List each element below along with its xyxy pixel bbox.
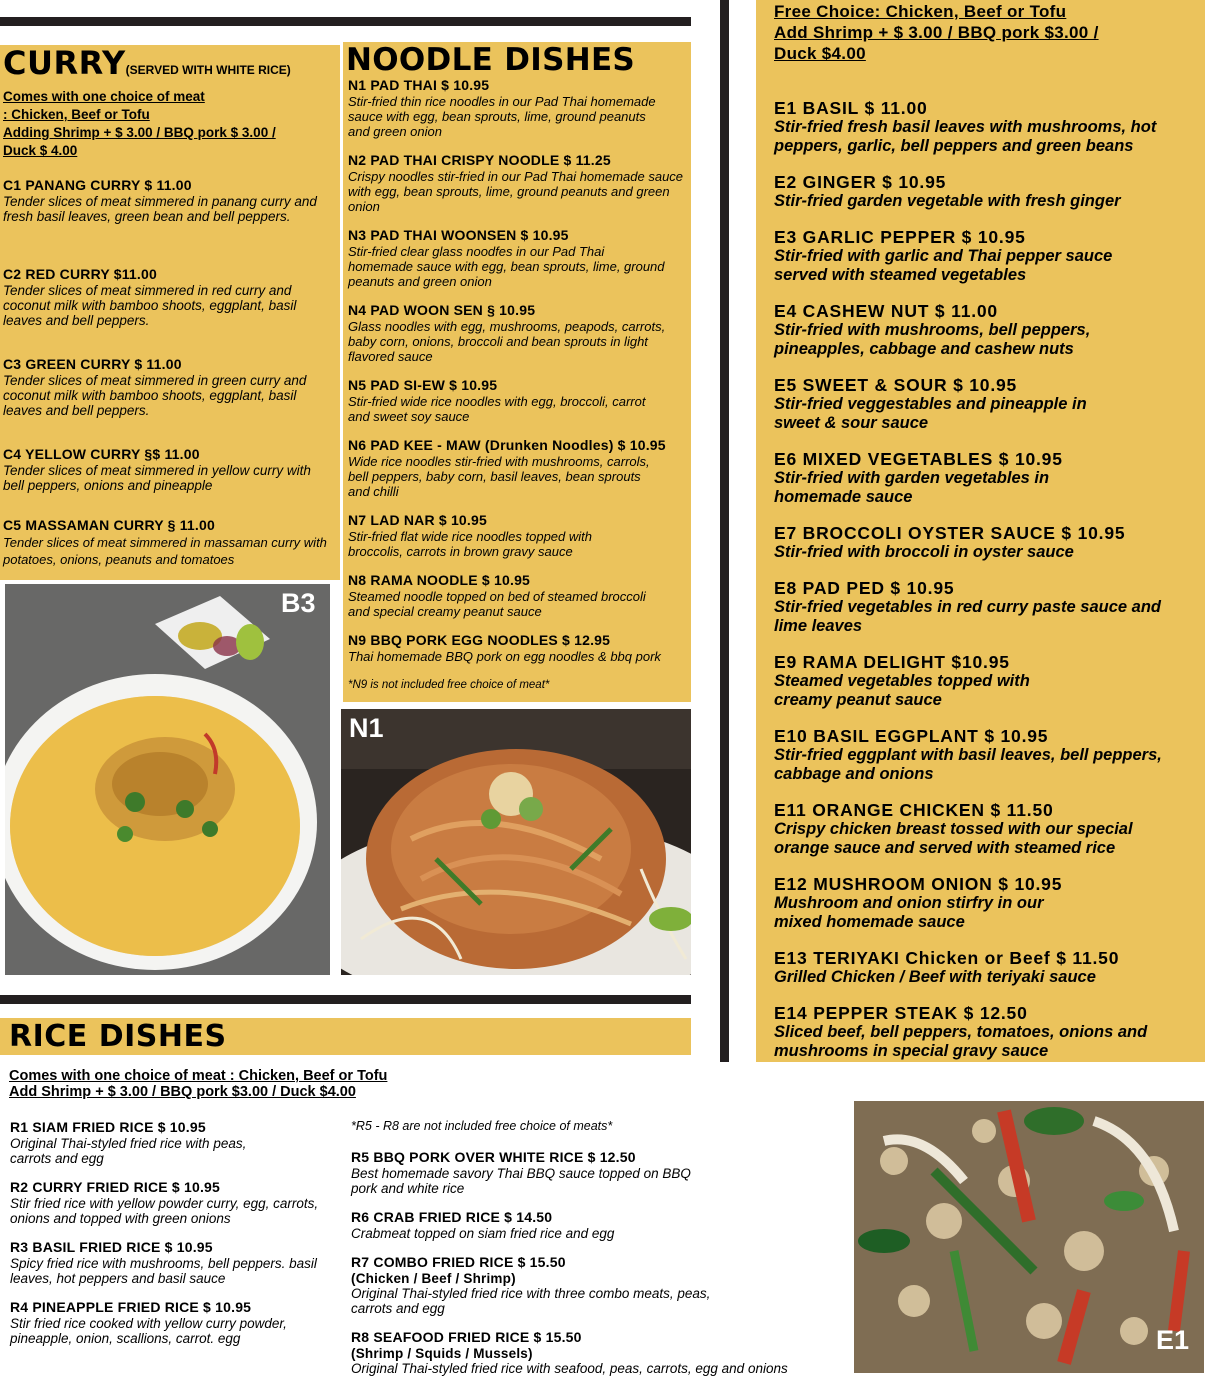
item-title: N6 PAD KEE - MAW (Drunken Noodles) $ 10.95 xyxy=(348,437,666,453)
menu-item-r4 xyxy=(10,1299,340,1346)
item-desc: Grilled Chicken / Beef with teriyaki sauce xyxy=(774,968,1096,986)
item-desc: Stir-fried clear glass noodfes in our Pad Thai homemade sauce with egg, bean sprouts, lime, ground peanuts and green onion xyxy=(348,244,665,289)
item-title: E6 MIXED VEGETABLES $ 10.95 xyxy=(774,449,1063,469)
item-desc: Crispy noodles stir-fried in our Pad Thai homemade sauce with egg, bean sprouts, lime, ground peanuts and green onion xyxy=(348,169,684,214)
item-title: N2 PAD THAI CRISPY NOODLE $ 11.25 xyxy=(348,152,611,168)
item-title: C5 MASSAMAN CURRY § 11.00 xyxy=(3,517,215,533)
item-title: R3 BASIL FRIED RICE $ 10.95 xyxy=(10,1239,213,1255)
menu-item-c1 xyxy=(3,177,335,224)
rice-meat-note: Comes with one choice of meat : Chicken, Beef or Tofu Add Shrimp + $ 3.00 / BBQ pork $3.00 / Duck $4.00 xyxy=(9,1068,388,1100)
item-title: R7 COMBO FRIED RICE $ 15.50 xyxy=(351,1254,566,1270)
menu-item-e11 xyxy=(774,800,1194,857)
item-desc: Stir-fried thin rice noodles in our Pad Thai homemade sauce with egg, bean sprouts, lime, ground peanuts and green onion xyxy=(348,94,656,139)
menu-item-e12 xyxy=(774,874,1184,931)
menu-item-c3 xyxy=(3,356,338,418)
menu-item-e4 xyxy=(774,301,1184,358)
menu-item-e7 xyxy=(774,523,1202,562)
item-title: C1 PANANG CURRY $ 11.00 xyxy=(3,177,192,193)
item-title: N8 RAMA NOODLE $ 10.95 xyxy=(348,572,531,588)
menu-item-e8 xyxy=(774,578,1184,635)
menu-item-r3 xyxy=(10,1239,340,1286)
menu-item-c5 xyxy=(3,517,341,568)
e1-photo xyxy=(854,1101,1204,1373)
item-title: R2 CURRY FRIED RICE $ 10.95 xyxy=(10,1179,221,1195)
item-desc: Stir-fried with garden vegetables in homemade sauce xyxy=(774,469,1050,506)
menu-item-e3 xyxy=(774,227,1184,284)
item-desc: Stir-fried with broccoli in oyster sauce xyxy=(774,543,1074,561)
item-title: N1 PAD THAI $ 10.95 xyxy=(348,77,490,93)
menu-item-r7 xyxy=(351,1254,731,1316)
item-desc: Stir-fried with garlic and Thai pepper sauce served with steamed vegetables xyxy=(774,247,1113,284)
item-desc: Tender slices of meat simmered in red curry and coconut milk with bamboo shoots, eggplant, basil leaves and bell peppers. xyxy=(3,283,297,328)
curry-title: CURRY xyxy=(3,44,126,82)
item-desc: Wide rice noodles stir-fried with mushrooms, carrols, bell peppers, baby corn, basil leaves, bean sprouts and chilli xyxy=(348,454,650,499)
khao-soi-image xyxy=(5,584,330,975)
item-desc: Thai homemade BBQ pork on egg noodles & bbq pork xyxy=(348,649,661,664)
item-title: E11 ORANGE CHICKEN $ 11.50 xyxy=(774,800,1054,820)
item-title: E14 PEPPER STEAK $ 12.50 xyxy=(774,1003,1028,1023)
item-title: C3 GREEN CURRY $ 11.00 xyxy=(3,356,182,372)
menu-item-c2 xyxy=(3,266,338,328)
b3-photo xyxy=(5,584,330,975)
menu-item-n3 xyxy=(348,227,683,289)
item-title: E12 MUSHROOM ONION $ 10.95 xyxy=(774,874,1063,894)
item-title: N5 PAD SI-EW $ 10.95 xyxy=(348,377,498,393)
pad-thai-image xyxy=(341,709,691,975)
item-desc: Stir fried rice cooked with yellow curry powder, pineapple, onion, scallions, carrot. egg xyxy=(10,1316,287,1346)
menu-item-e6 xyxy=(774,449,1184,506)
vertical-divider xyxy=(720,0,729,1062)
menu-item-c4 xyxy=(3,446,333,493)
item-subtitle: (Chicken / Beef / Shrimp) xyxy=(351,1271,516,1286)
item-title: N3 PAD THAI WOONSEN $ 10.95 xyxy=(348,227,569,243)
item-title: E5 SWEET & SOUR $ 10.95 xyxy=(774,375,1018,395)
item-desc: Stir-fried wide rice noodles with egg, broccoli, carrot and sweet soy sauce xyxy=(348,394,646,424)
item-title: R8 SEAFOOD FRIED RICE $ 15.50 xyxy=(351,1329,582,1345)
item-title: R1 SIAM FRIED RICE $ 10.95 xyxy=(10,1119,206,1135)
item-desc: Stir-fried garden vegetable with fresh ginger xyxy=(774,192,1121,210)
menu-item-e1 xyxy=(774,98,1202,155)
rice-title: RICE DISHES xyxy=(9,1019,227,1054)
item-desc: Crispy chicken breast tossed with our special orange sauce and served with steamed rice xyxy=(774,820,1133,857)
menu-item-n1 xyxy=(348,77,683,139)
item-desc: Mushroom and onion stirfry in our mixed homemade sauce xyxy=(774,894,1044,931)
item-desc: Stir-fried flat wide rice noodles topped with broccolis, carrots in brown gravy sauce xyxy=(348,529,592,559)
curry-heading xyxy=(3,44,291,82)
curry-subtitle: (SERVED WITH WHITE RICE) xyxy=(125,63,291,77)
item-desc: Stir fried rice with yellow powder curry, egg, carrots, onions and topped with green onions xyxy=(10,1196,319,1226)
item-desc: Stir-fried fresh basil leaves with mushrooms, hot peppers, garlic, bell peppers and green beans xyxy=(774,118,1157,155)
menu-item-r5 xyxy=(351,1149,711,1196)
item-title: E3 GARLIC PEPPER $ 10.95 xyxy=(774,227,1026,247)
menu-item-e14 xyxy=(774,1003,1202,1060)
item-desc: Original Thai-styled fried rice with peas, carrots and egg xyxy=(10,1136,247,1166)
item-title: E7 BROCCOLI OYSTER SAUCE $ 10.95 xyxy=(774,523,1126,543)
item-title: C4 YELLOW CURRY §$ 11.00 xyxy=(3,446,200,462)
item-desc: Tender slices of meat simmered in yellow curry with bell peppers, onions and pineapple xyxy=(3,463,311,493)
item-title: E13 TERIYAKI Chicken or Beef $ 11.50 xyxy=(774,948,1120,968)
item-title: E10 BASIL EGGPLANT $ 10.95 xyxy=(774,726,1049,746)
menu-item-e10 xyxy=(774,726,1202,783)
menu-item-e2 xyxy=(774,172,1202,211)
item-desc: Original Thai-styled fried rice with seafood, peas, carrots, egg and onions xyxy=(351,1361,788,1376)
item-desc: Steamed noodle topped on bed of steamed broccoli and special creamy peanut sauce xyxy=(348,589,646,619)
item-desc: Stir-fried with mushrooms, bell peppers, pineapples, cabbage and cashew nuts xyxy=(774,321,1091,358)
item-desc: Tender slices of meat simmered in massaman curry with potatoes, onions, peanuts and tomatoes xyxy=(3,535,327,567)
item-title: E9 RAMA DELIGHT $10.95 xyxy=(774,652,1010,672)
menu-item-n2 xyxy=(348,152,688,214)
menu-item-n8 xyxy=(348,572,683,619)
menu-item-n9 xyxy=(348,632,688,664)
noodle-title: NOODLE DISHES xyxy=(346,42,636,78)
item-desc: Original Thai-styled fried rice with three combo meats, peas, carrots and egg xyxy=(351,1286,711,1316)
item-desc: Stir-fried eggplant with basil leaves, bell peppers, cabbage and onions xyxy=(774,746,1162,783)
photo-label-n1: N1 xyxy=(349,713,384,743)
noodle-footnote: *N9 is not included free choice of meat* xyxy=(348,679,550,691)
n1-photo xyxy=(341,709,691,975)
basil-stir-fry-image xyxy=(854,1101,1204,1373)
item-title: E8 PAD PED $ 10.95 xyxy=(774,578,955,598)
curry-meat-note: Comes with one choice of meat : Chicken, Beef or Tofu Adding Shrimp + $ 3.00 / BBQ pork $ 3.00 / Duck $ 4.00 xyxy=(3,89,276,158)
menu-item-r1 xyxy=(10,1119,340,1166)
item-title: C2 RED CURRY $11.00 xyxy=(3,266,157,282)
menu-item-r2 xyxy=(10,1179,340,1226)
item-title: R6 CRAB FRIED RICE $ 14.50 xyxy=(351,1209,553,1225)
rice-footnote: *R5 - R8 are not included free choice of meats* xyxy=(351,1119,613,1133)
photo-label-b3: B3 xyxy=(281,588,316,618)
item-desc: Glass noodles with egg, mushrooms, peapods, carrots, baby corn, onions, broccoli and bean sprouts in light flavored sauce xyxy=(348,319,666,364)
item-desc: Stir-fried veggestables and pineapple in sweet & sour sauce xyxy=(774,395,1087,432)
menu-item-n7 xyxy=(348,512,683,559)
menu-item-r6 xyxy=(351,1209,711,1241)
item-desc: Tender slices of meat simmered in green curry and coconut milk with bamboo shoots, eggplant, basil leaves and bell peppers. xyxy=(3,373,307,418)
item-desc: Steamed vegetables topped with creamy peanut sauce xyxy=(774,672,1030,709)
item-desc: Stir-fried vegetables in red curry paste sauce and lime leaves xyxy=(774,598,1161,635)
menu-item-r8 xyxy=(351,1329,846,1376)
item-subtitle: (Shrimp / Squids / Mussels) xyxy=(351,1346,533,1361)
rice-divider xyxy=(0,995,691,1004)
item-desc: Sliced beef, bell peppers, tomatoes, onions and mushrooms in special gravy sauce xyxy=(774,1023,1148,1060)
item-title: R5 BBQ PORK OVER WHITE RICE $ 12.50 xyxy=(351,1149,636,1165)
item-desc: Best homemade savory Thai BBQ sauce topped on BBQ pork and white rice xyxy=(351,1166,691,1196)
item-title: E1 BASIL $ 11.00 xyxy=(774,98,928,118)
menu-item-e9 xyxy=(774,652,1184,709)
item-desc: Crabmeat topped on siam fried rice and egg xyxy=(351,1226,615,1241)
item-desc: Spicy fried rice with mushrooms, bell peppers. basil leaves, hot peppers and basil sauce xyxy=(10,1256,317,1286)
item-title: R4 PINEAPPLE FRIED RICE $ 10.95 xyxy=(10,1299,252,1315)
item-title: E2 GINGER $ 10.95 xyxy=(774,172,947,192)
item-title: N7 LAD NAR $ 10.95 xyxy=(348,512,487,528)
item-title: N9 BBQ PORK EGG NOODLES $ 12.95 xyxy=(348,632,611,648)
menu-item-n5 xyxy=(348,377,683,424)
menu-item-n6 xyxy=(348,437,690,499)
menu-item-n4 xyxy=(348,302,683,364)
top-divider xyxy=(0,17,691,26)
menu-item-e13 xyxy=(774,948,1202,987)
menu-item-e5 xyxy=(774,375,1184,432)
photo-label-e1: E1 xyxy=(1156,1325,1190,1355)
item-desc: Tender slices of meat simmered in panang curry and fresh basil leaves, green bean and bell peppers. xyxy=(3,194,317,224)
item-title: N4 PAD WOON SEN § 10.95 xyxy=(348,302,536,318)
item-title: E4 CASHEW NUT $ 11.00 xyxy=(774,301,998,321)
entree-meat-note: Free Choice: Chicken, Beef or Tofu Add Shrimp + $ 3.00 / BBQ pork $3.00 / Duck $4.00 xyxy=(774,2,1099,63)
